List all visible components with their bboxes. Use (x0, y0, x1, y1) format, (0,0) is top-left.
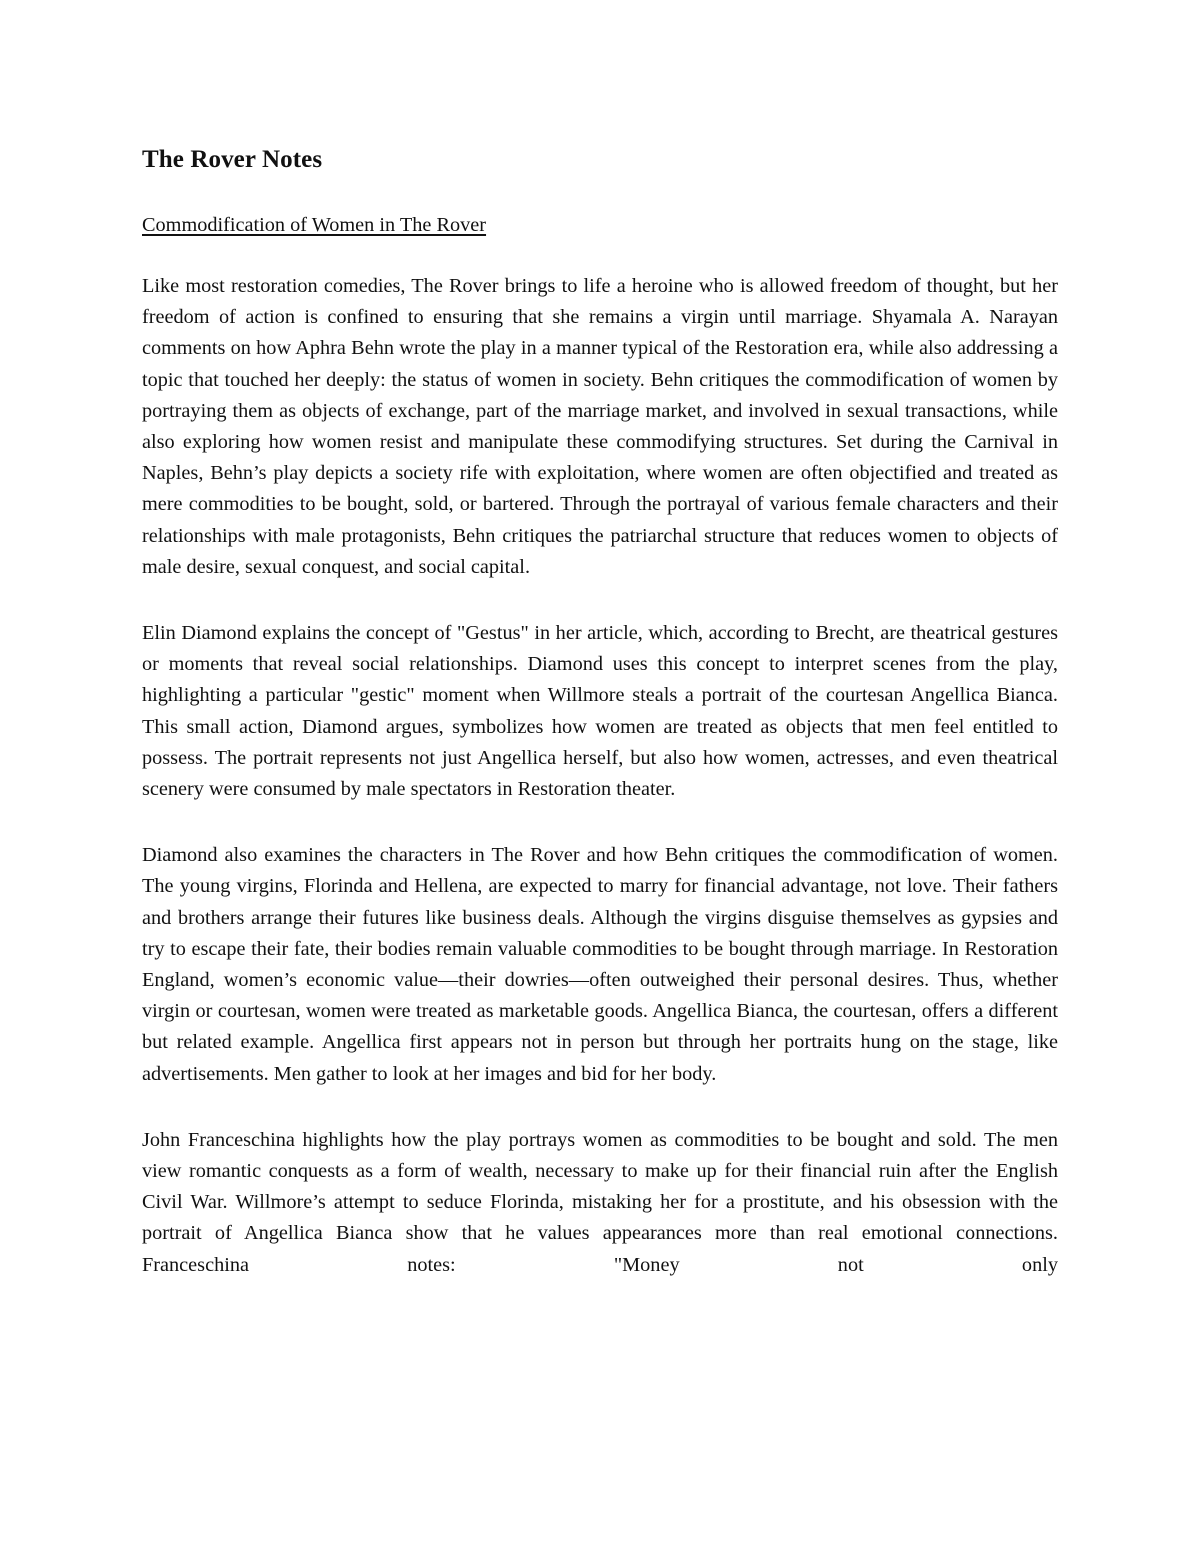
paragraph-franceschina: John Franceschina highlights how the play portrays women as commodities to be bought and sold. The men view romantic conquests as a form of wealth, necessary to make up for their financial ruin after the English Civil War. Willmore’s attempt to seduce Florinda, mistaking her for a prostitute, and his obsession with the portrait of Angellica Bianca show that he values appearances more than real emotional connections. Franceschina notes: "Money not only (142, 1128, 1058, 1276)
paragraph-intro: Like most restoration comedies, The Rover brings to life a heroine who is allowed freedom of thought, but her freedom of action is confined to ensuring that she remains a virgin until marriage. Shyamala A. Narayan comments on how Aphra Behn wrote the play in a manner typical of the Restoration era, while also addressing a topic that touched her deeply: the status of women in society. Behn critiques the commodification of women by portraying them as objects of exchange, part of the marriage market, and involved in sexual transactions, while also exploring how women resist and manipulate these commodifying structures. Set during the Carnival in Naples, Behn’s play depicts a society rife with exploitation, where women are often objectified and treated as mere commodities to be bought, sold, or bartered. Through the portrayal of various female characters and their relationships with male protagonists, Behn critiques the patriarchal structure that reduces women to objects of male desire, sexual conquest, and social capital. (142, 275, 1058, 578)
document-body (142, 143, 1058, 1281)
section-heading: Commodification of Women in The Rover (142, 214, 487, 236)
document-title: The Rover Notes (142, 146, 323, 173)
paragraph-diamond-gestus: Elin Diamond explains the concept of "Gestus" in her article, which, according to Brecht, are theatrical gestures or moments that reveal social relationships. Diamond uses this concept to interpret scenes from the play, highlighting a particular "gestic" moment when Willmore steals a portrait of the courtesan Angellica Bianca. This small action, Diamond argues, symbolizes how women are treated as objects that men feel entitled to possess. The portrait represents not just Angellica herself, but also how women, actresses, and even theatrical scenery were consumed by male spectators in Restoration theater. (142, 622, 1058, 801)
paragraph-diamond-characters: Diamond also examines the characters in The Rover and how Behn critiques the commodification of women. The young virgins, Florinda and Hellena, are expected to marry for financial advantage, not love. Their fathers and brothers arrange their futures like business deals. Although the virgins disguise themselves as gypsies and try to escape their fate, their bodies remain valuable commodities to be bought through marriage. In Restoration England, women’s economic value—their dowries—often outweighed their personal desires. Thus, whether virgin or courtesan, women were treated as marketable goods. Angellica Bianca, the courtesan, offers a different but related example. Angellica first appears not in person but through her portraits hung on the stage, like advertisements. Men gather to look at her images and bid for her body. (142, 844, 1058, 1085)
